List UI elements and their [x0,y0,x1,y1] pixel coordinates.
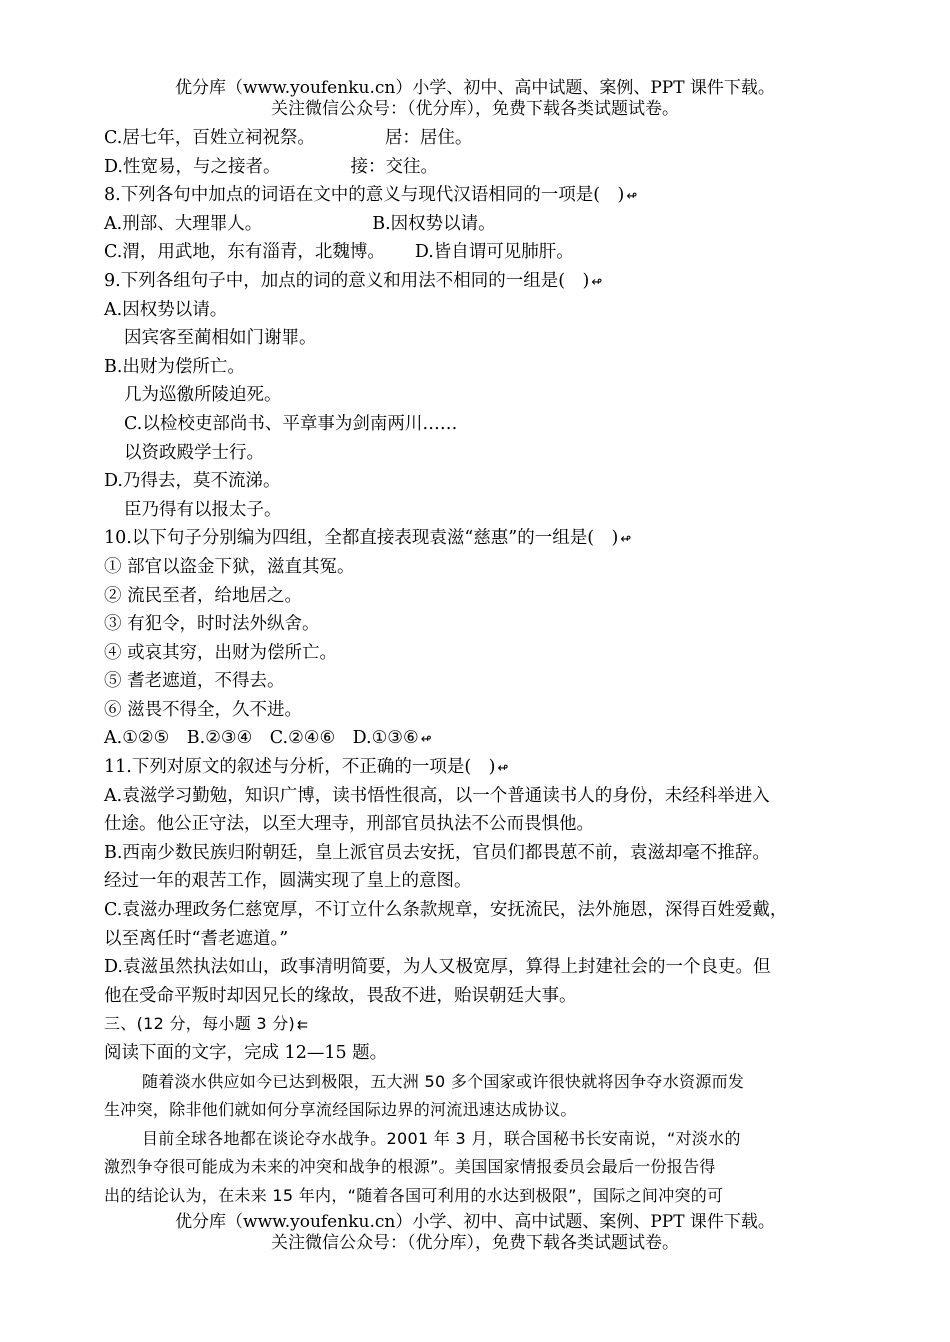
footer-line-1: 优分库（www.youfenku.cn）小学、初中、高中试题、案例、PPT 课件下载。 [175,1212,775,1232]
text-line [104,210,844,239]
text-line [104,467,844,496]
footer-line-2: 关注微信公众号：（优分库），免费下载各类试题试卷。 [271,1233,679,1253]
paragraph-mark-icon: ⇇ [297,1018,309,1034]
text-line [104,753,844,782]
text-line [104,1068,844,1097]
document-body [104,124,844,1211]
text-line-main: C.以检校吏部尚书、平章事为剑南两川…… [124,413,458,434]
text-line [104,153,844,182]
text-line-main: D.袁滋虽然执法如山，政事清明简要，为人又极宽厚，算得上封建社会的一个良吏。但 [104,957,771,978]
text-line [104,439,844,468]
text-line [104,1096,844,1125]
text-line [104,1039,844,1068]
text-line-main: ④ 或哀其穷，出财为偿所亡。 [104,642,338,663]
text-line-main: 随着淡水供应如今已达到极限，五大洲 50 多个国家或许很快就将因争夺水资源而发 [142,1071,745,1091]
text-line [104,810,844,839]
text-line [104,524,844,553]
text-line-main: A.①②⑤ B.②③④ C.②④⑥ D.①③⑥ [104,728,419,749]
text-line-main: ③ 有犯令，时时法外纵舍。 [104,614,320,635]
paragraph-mark-icon: ↫ [626,189,638,205]
text-line-main: A.袁滋学习勤勉，知识广博，读书悟性很高，以一个普通读书人的身份，未经科举进入 [104,785,770,806]
text-line [104,867,844,896]
text-line [104,839,844,868]
header-line-1: 优分库（www.youfenku.cn）小学、初中、高中试题、案例、PPT 课件下载。 [175,78,775,98]
text-line [104,696,844,725]
text-line-main: C.居七年，百姓立祠祝祭。 [104,128,315,148]
text-line-main: 目前全球各地都在谈论夺水战争。2001 年 3 月，联合国秘书长安南说，“对淡水的 [142,1128,741,1148]
text-line [104,410,844,439]
text-line [104,496,844,525]
text-line [104,982,844,1011]
text-line [104,1153,844,1182]
page-footer [0,1212,950,1254]
text-line-main: 9.下列各组句子中，加点的词的意义和用法不相同的一组是( ) [104,270,590,291]
text-line-main: 阅读下面的文字，完成 12—15 题。 [104,1043,388,1063]
text-line [104,1125,844,1154]
text-line [104,324,844,353]
text-line [104,1182,844,1211]
text-line-main: ⑤ 耆老遮道，不得去。 [104,671,285,692]
text-line-main: 出的结论认为，在未来 15 年内，“随着各国可利用的水达到极限”，国际之间冲突的可 [104,1185,724,1205]
text-line [104,353,844,382]
header-line-2: 关注微信公众号：（优分库），免费下载各类试题试卷。 [271,99,679,119]
text-line [104,782,844,811]
text-line-main: ① 部官以盗金下狱，滋直其冤。 [104,556,355,577]
text-line-main: 生冲突，除非他们就如何分享流经国际边界的河流迅速达成协议。 [104,1100,577,1120]
text-line [104,667,844,696]
text-line [104,238,844,267]
text-line-main: C.袁滋办理政务仁慈宽厚，不订立什么条款规章，安抚流民，法外施恩，深得百姓爱戴， [104,900,788,921]
page-header [0,78,950,120]
text-line [104,1010,844,1039]
text-line-main: ⑥ 滋畏不得全，久不进。 [104,699,303,720]
paragraph-mark-icon: ↫ [591,274,603,290]
text-line-main: 因宾客至蔺相如门谢罪。 [124,328,317,349]
text-line [104,124,844,153]
text-line [104,610,844,639]
text-line-main: 10.以下句子分别编为四组，全都直接表现袁滋“慈惠”的一组是( ) [104,528,619,549]
text-line [104,181,844,210]
text-line [104,639,844,668]
text-line [104,896,844,925]
text-line [104,553,844,582]
text-line-main: 三、(12 分，每小题 3 分) [104,1014,296,1034]
text-line [104,953,844,982]
text-line-main: D.性宽易，与之接者。 [104,156,281,177]
text-line-main: 几为巡徼所陵迫死。 [124,385,282,406]
text-line-main: 激烈争夺很可能成为未来的冲突和战争的根源”。美国国家情报委员会最后一份报告得 [104,1157,716,1177]
text-line [104,296,844,325]
paragraph-mark-icon: ↫ [497,761,509,777]
text-line-main: 他在受命平叛时却因兄长的缘故，畏敌不进，贻误朝廷大事。 [104,985,577,1006]
text-line-secondary: B.因权势以请。 [372,213,496,234]
text-line-main: 8.下列各句中加点的词语在文中的意义与现代汉语相同的一项是( ) [104,185,625,206]
text-line [104,267,844,296]
text-line-main: 经过一年的艰苦工作，圆满实现了皇上的意图。 [104,871,472,892]
text-line-main: 仕途。他公正守法，以至大理寺，刑部官员执法不公而畏惧他。 [104,814,594,835]
text-line [104,381,844,410]
text-line-main: B.西南少数民族归附朝廷，皇上派官员去安抚，官员们都畏葸不前，袁滋却毫不推辞。 [104,842,770,863]
text-line-main: 11.下列对原文的叙述与分析，不正确的一项是( ) [104,757,496,778]
text-line-main: 以至离任时“耆老遮道。” [104,928,289,949]
text-line-main: ② 流民至者，给地居之。 [104,585,303,606]
text-line [104,582,844,611]
text-line [104,724,844,753]
text-line-secondary: D.皆自谓可见肺肝。 [414,242,574,263]
text-line-main: A.因权势以请。 [104,299,228,320]
text-line [104,925,844,954]
text-line-main: D.乃得去，莫不流涕。 [104,471,281,492]
text-line-secondary: 接：交往。 [350,156,438,177]
text-line-main: A.刑部、大理罪人。 [104,213,263,234]
paragraph-mark-icon: ↫ [420,732,432,748]
text-line-main: B.出财为偿所亡。 [104,356,245,377]
paragraph-mark-icon: ↫ [620,532,632,548]
text-line-secondary: 居：居住。 [384,128,473,148]
text-line-main: 臣乃得有以报太子。 [124,499,282,520]
text-line-main: C.渭，用武地，东有淄青，北魏博。 [104,242,385,263]
text-line-main: 以资政殿学士行。 [124,442,264,463]
